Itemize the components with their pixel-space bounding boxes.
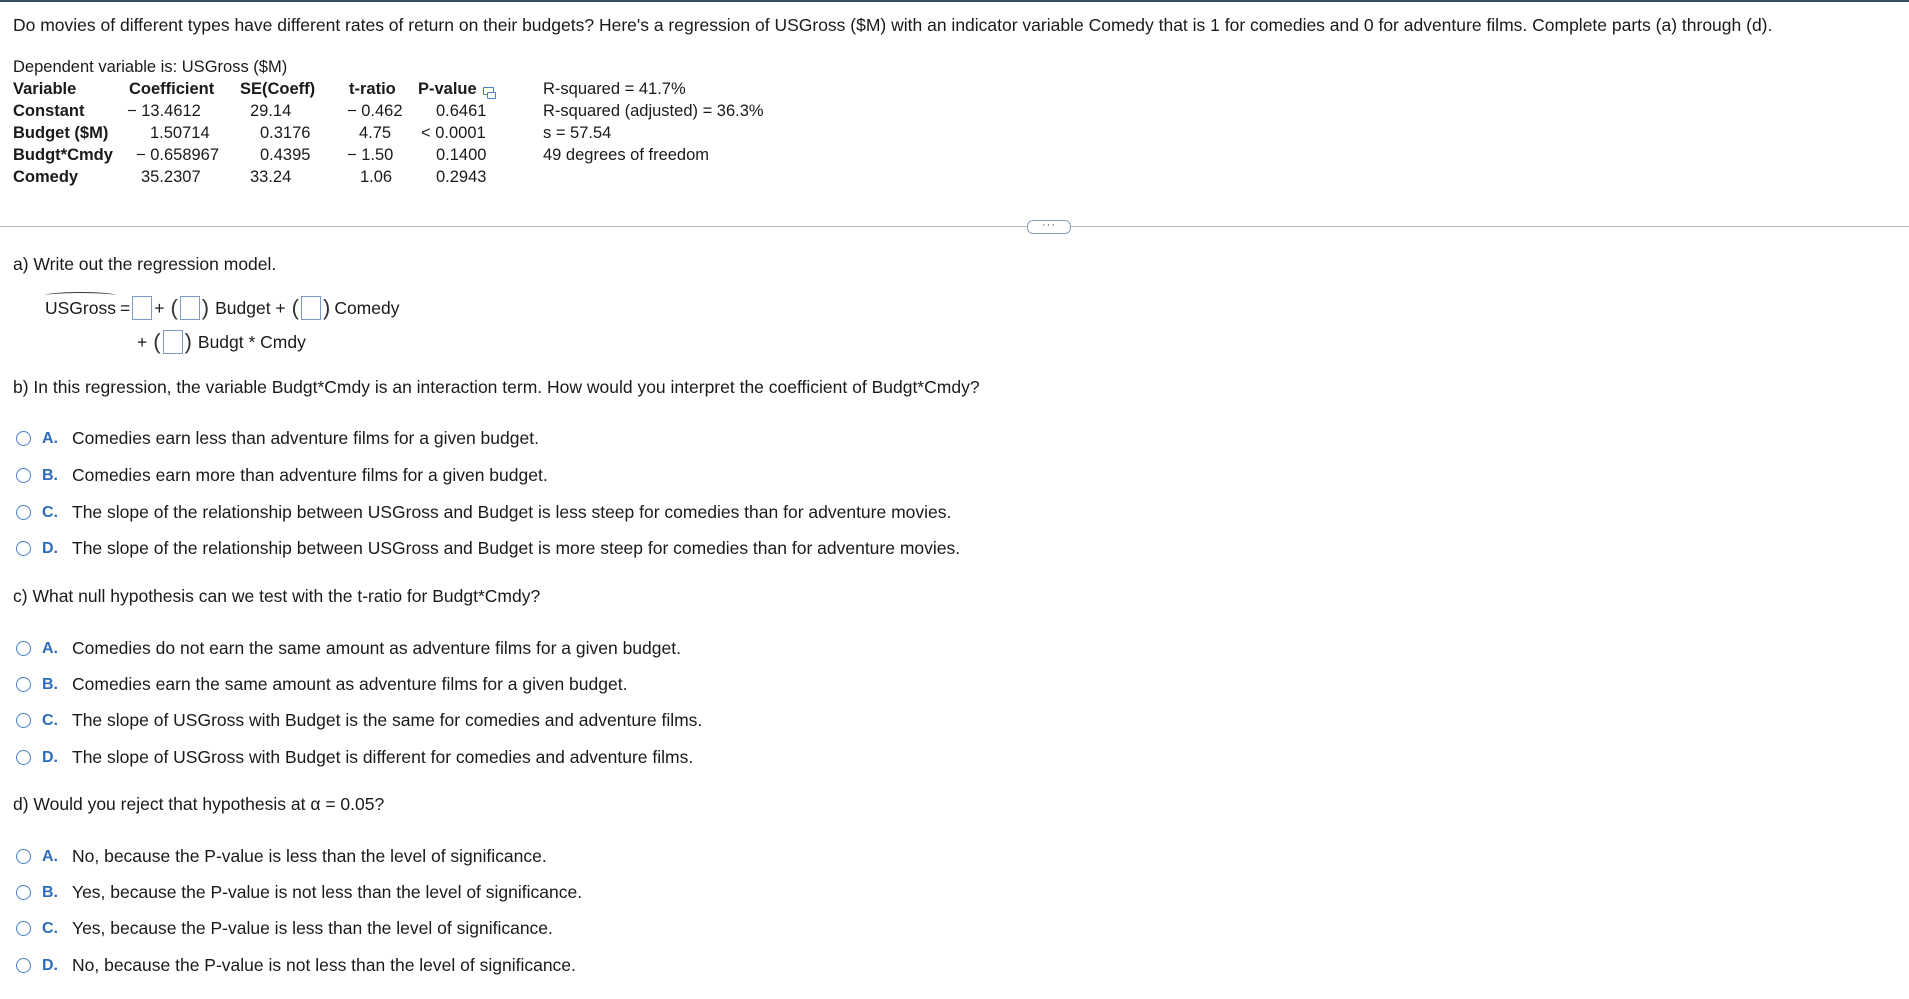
close-paren: ): [201, 295, 210, 320]
r-squared-adjusted: R-squared (adjusted) = 36.3%: [543, 102, 764, 120]
option-letter: A.: [42, 429, 58, 447]
cell-se: 33.24: [250, 168, 292, 186]
copy-icon[interactable]: [483, 87, 494, 95]
cell-se: 29.14: [250, 102, 292, 120]
option-letter: B.: [42, 883, 58, 901]
comedy-coefficient-input[interactable]: [301, 296, 321, 320]
cell-t-ratio: 1.06: [360, 168, 393, 186]
option-text: The slope of USGross with Budget is different for comedies and adventure films.: [72, 747, 694, 767]
radio-button[interactable]: [16, 958, 31, 973]
radio-button[interactable]: [16, 468, 31, 483]
option-text: Yes, because the P-value is not less than the level of significance.: [72, 882, 583, 902]
open-paren: (: [153, 329, 161, 354]
plus-sign: +: [154, 297, 165, 318]
radio-button[interactable]: [16, 750, 31, 765]
option-letter: A.: [42, 847, 58, 865]
option-text: The slope of USGross with Budget is the same for comedies and adventure films.: [72, 710, 703, 730]
option-letter: C.: [42, 711, 58, 729]
cell-t-ratio: − 0.462: [347, 102, 403, 120]
option-letter: D.: [42, 748, 58, 766]
option-text: No, because the P-value is less than the level of significance.: [72, 846, 547, 866]
header-coefficient: Coefficient: [129, 80, 215, 98]
cell-se: 0.4395: [260, 146, 311, 164]
option-text: Yes, because the P-value is less than the level of significance.: [72, 918, 553, 938]
radio-button[interactable]: [16, 849, 31, 864]
option-b-a[interactable]: [16, 428, 539, 449]
part-b-label: b) In this regression, the variable Budgt*Cmdy is an interaction term. How would you interpret the coefficient of Budgt*Cmdy?: [13, 377, 980, 397]
usgross-hat: USGross: [45, 297, 116, 318]
header-t-ratio: t-ratio: [349, 80, 396, 98]
header-p-value-label: P-value: [418, 80, 477, 98]
section-divider: [0, 226, 1909, 227]
cell-p-value: 0.1400: [436, 146, 487, 164]
top-border: [0, 0, 1909, 2]
intercept-input[interactable]: [132, 296, 152, 320]
header-se: SE(Coeff): [240, 80, 316, 98]
comedy-term: Comedy: [334, 297, 400, 318]
radio-button[interactable]: [16, 921, 31, 936]
equation-line-2: [137, 330, 306, 354]
radio-button[interactable]: [16, 677, 31, 692]
option-b-d[interactable]: [16, 538, 960, 559]
option-letter: C.: [42, 503, 58, 521]
option-letter: D.: [42, 539, 58, 557]
option-d-c[interactable]: [16, 918, 553, 939]
cell-p-value: 0.2943: [436, 168, 487, 186]
option-text: Comedies earn less than adventure films for a given budget.: [72, 428, 539, 448]
radio-button[interactable]: [16, 431, 31, 446]
header-p-value: [418, 78, 494, 100]
close-paren: ): [322, 295, 331, 320]
open-paren: (: [170, 295, 178, 320]
degrees-of-freedom: 49 degrees of freedom: [543, 146, 710, 164]
option-c-a[interactable]: [16, 638, 681, 659]
dependent-variable-label: Dependent variable is: USGross ($M): [13, 58, 288, 76]
option-b-b[interactable]: [16, 465, 548, 486]
option-letter: C.: [42, 919, 58, 937]
cell-coefficient: − 0.658967: [136, 146, 220, 164]
cell-coefficient: − 13.4612: [127, 102, 201, 120]
header-variable: Variable: [13, 80, 77, 98]
option-text: Comedies earn more than adventure films for a given budget.: [72, 465, 548, 485]
radio-button[interactable]: [16, 641, 31, 656]
cell-p-value: < 0.0001: [421, 124, 486, 142]
equals-sign: =: [119, 297, 131, 318]
option-letter: D.: [42, 956, 58, 974]
cell-variable: Budgt*Cmdy: [13, 146, 113, 164]
option-text: Comedies do not earn the same amount as adventure films for a given budget.: [72, 638, 681, 658]
option-c-b[interactable]: [16, 674, 627, 695]
option-text: The slope of the relationship between USGross and Budget is less steep for comedies than for adventure movies.: [72, 502, 952, 522]
cell-se: 0.3176: [260, 124, 311, 142]
cell-variable: Budget ($M): [13, 124, 109, 142]
radio-button[interactable]: [16, 885, 31, 900]
interaction-coefficient-input[interactable]: [163, 330, 183, 354]
budget-term: Budget +: [215, 297, 286, 318]
interaction-term: Budgt * Cmdy: [197, 331, 306, 352]
plus-sign: +: [137, 331, 148, 352]
part-d-label: d) Would you reject that hypothesis at α = 0.05?: [13, 794, 385, 814]
cell-coefficient: 1.50714: [150, 124, 210, 142]
radio-button[interactable]: [16, 505, 31, 520]
budget-coefficient-input[interactable]: [180, 296, 200, 320]
cell-coefficient: 35.2307: [141, 168, 201, 186]
close-paren: ): [184, 329, 192, 354]
radio-button[interactable]: [16, 713, 31, 728]
cell-t-ratio: 4.75: [359, 124, 392, 142]
option-text: The slope of the relationship between USGross and Budget is more steep for comedies than for adventure movies.: [72, 538, 961, 558]
option-letter: B.: [42, 466, 58, 484]
more-button[interactable]: ···: [1027, 220, 1071, 234]
option-text: Comedies earn the same amount as adventure films for a given budget.: [72, 674, 628, 694]
equation-line-1: [45, 296, 399, 320]
option-d-d[interactable]: [16, 955, 576, 976]
question-text: Do movies of different types have different rates of return on their budgets? Here's a regression of USGross ($M) with an indicator variable Comedy that is 1 for comedies and 0 for adventure films. Complete parts (a) through (d).: [13, 15, 1773, 35]
part-c-label: c) What null hypothesis can we test with the t-ratio for Budgt*Cmdy?: [13, 586, 541, 606]
r-squared: R-squared = 41.7%: [543, 80, 686, 98]
radio-button[interactable]: [16, 541, 31, 556]
cell-variable: Constant: [13, 102, 85, 120]
option-letter: A.: [42, 639, 58, 657]
option-d-b[interactable]: [16, 882, 582, 903]
cell-p-value: 0.6461: [436, 102, 487, 120]
option-c-c[interactable]: [16, 710, 702, 731]
cell-t-ratio: − 1.50: [347, 146, 394, 164]
option-c-d[interactable]: [16, 747, 693, 768]
regression-stats: [543, 78, 764, 166]
cell-variable: Comedy: [13, 168, 79, 186]
option-letter: B.: [42, 675, 58, 693]
option-text: No, because the P-value is not less than the level of significance.: [72, 955, 576, 975]
open-paren: (: [291, 295, 299, 320]
option-b-c[interactable]: [16, 502, 951, 523]
s-value: s = 57.54: [543, 124, 612, 142]
part-a-label: a) Write out the regression model.: [13, 254, 277, 274]
option-d-a[interactable]: [16, 846, 547, 867]
